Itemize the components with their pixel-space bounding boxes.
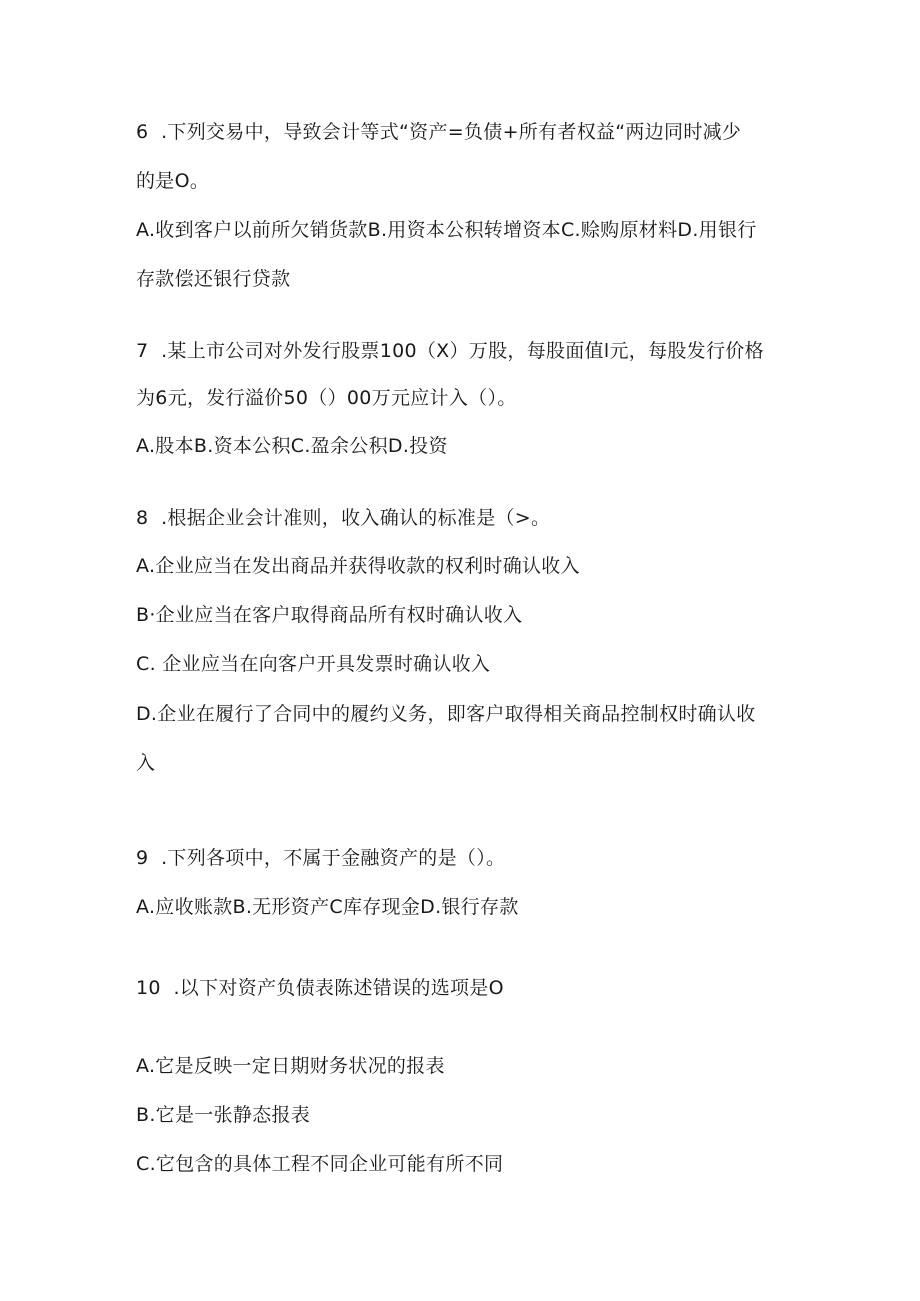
question-8-stem-line-1: 8 .根据企业会计准则，收入确认的标准是（>。 bbox=[136, 507, 551, 529]
question-7-stem-line-2: 为6元，发行溢价50（）00万元应计入（）。 bbox=[136, 387, 517, 409]
question-9-options-line-1: A.应收账款B.无形资产C库存现金D.银行存款 bbox=[136, 896, 519, 918]
question-8-option-b: B·企业应当在客户取得商品所有权时确认收入 bbox=[136, 604, 523, 626]
question-8-option-d-line-1: D.企业在履行了合同中的履约义务，即客户取得相关商品控制权时确认收 bbox=[136, 703, 756, 725]
question-8-option-a: A.企业应当在发出商品并获得收款的权利时确认收入 bbox=[136, 555, 580, 577]
question-10-option-a: A.它是反映一定日期财务状况的报表 bbox=[136, 1055, 445, 1077]
question-10-option-b: B.它是一张静态报表 bbox=[136, 1104, 311, 1126]
question-6-stem-line-1: 6 .下列交易中，导致会计等式“资产=负债+所有者权益“两边同时减少 bbox=[136, 121, 742, 143]
question-7-options-line-1: A.股本B.资本公积C.盈余公积D.投资 bbox=[136, 435, 448, 457]
question-10-option-c: C.它包含的具体工程不同企业可能有所不同 bbox=[136, 1153, 504, 1175]
question-9-stem-line-1: 9 .下列各项中，不属于金融资产的是（）。 bbox=[136, 847, 506, 869]
question-6-options-line-2: 存款偿还银行贷款 bbox=[136, 268, 291, 290]
question-10-stem-line-1: 10 .以下对资产负债表陈述错误的选项是O bbox=[136, 977, 504, 999]
question-6-stem-line-2: 的是O。 bbox=[136, 170, 210, 192]
question-6-options-line-1: A.收到客户以前所欠销货款B.用资本公积转增资本C.赊购原材料D.用银行 bbox=[136, 219, 757, 241]
question-8-option-c: C. 企业应当在向客户开具发票时确认收入 bbox=[136, 653, 491, 675]
question-7-stem-line-1: 7 .某上市公司对外发行股票100（X）万股，每股面值l元，每股发行价格 bbox=[136, 340, 764, 362]
question-8-option-d-line-2: 入 bbox=[136, 752, 156, 774]
